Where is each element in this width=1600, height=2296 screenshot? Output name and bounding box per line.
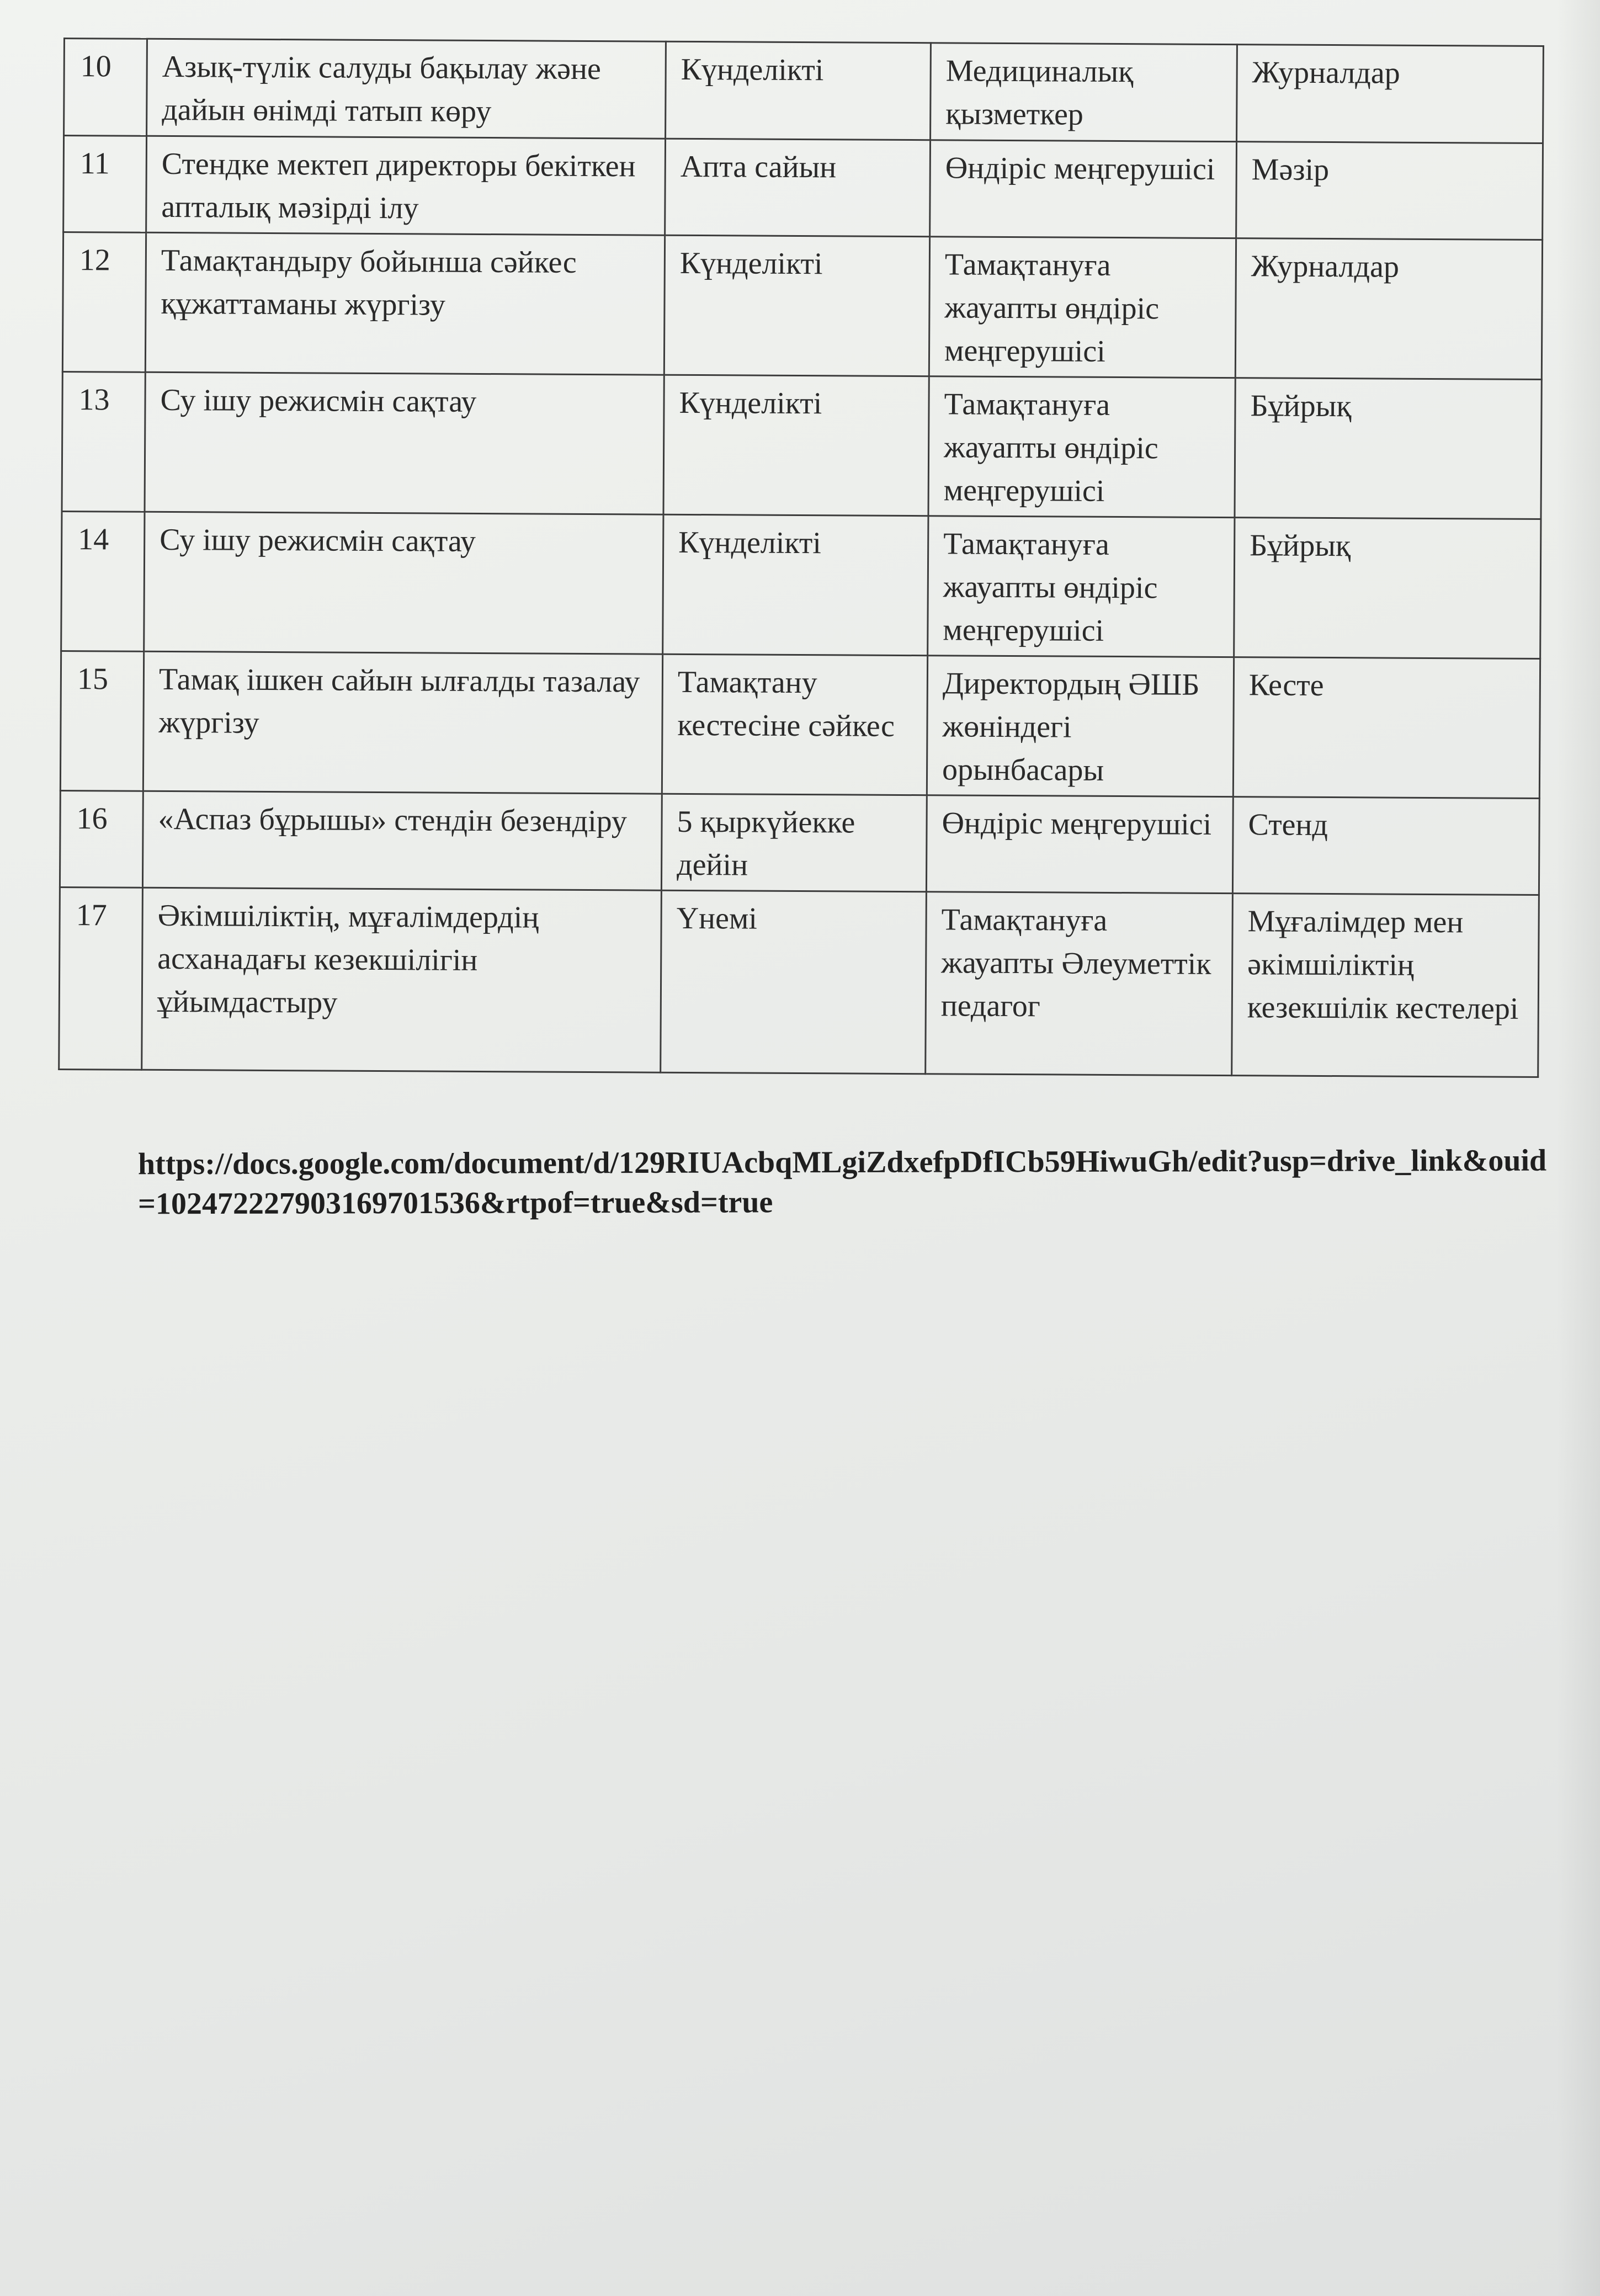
task-cell: Су ішу режисмін сақтау xyxy=(144,512,663,654)
task-cell: Стендке мектеп директоры бекіткен апталық мәзірді ілу xyxy=(146,136,666,235)
row-number: 12 xyxy=(62,232,146,373)
table-row xyxy=(63,136,1543,240)
task-cell: Тамақ ішкен сайын ылғалды тазалау жүргізу xyxy=(143,651,662,794)
task-cell: Әкімшіліктің, мұғалімдердің асханадағы кезекшілігін ұйымдастыру xyxy=(142,887,662,1072)
google-docs-link[interactable]: https://docs.google.com/document/d/129RIUAcbqMLgiZdxefpDfICb59HiwuGh/edit?usp=drive_link&ouid=102472227903169701536&rtpof=true&sd=true xyxy=(137,1143,1547,1221)
table-row xyxy=(61,511,1541,658)
table-row xyxy=(62,232,1542,380)
row-number: 11 xyxy=(63,136,147,233)
period-cell: Күнделікті xyxy=(666,41,931,140)
period-cell: Апта сайын xyxy=(665,139,931,237)
period-cell: 5 қыркүйекке дейін xyxy=(661,794,927,892)
document-cell: Кесте xyxy=(1233,657,1540,799)
document-cell: Мәзір xyxy=(1236,142,1543,240)
responsible-cell: Өндіріс меңгерушісі xyxy=(926,795,1233,894)
page-edge-shadow xyxy=(1556,0,1600,2296)
responsible-cell: Медициналық қызметкер xyxy=(931,43,1237,142)
row-number: 13 xyxy=(62,371,145,512)
table-row xyxy=(59,887,1539,1077)
document-cell: Бұйрық xyxy=(1234,518,1541,659)
schedule-table xyxy=(58,38,1544,1078)
responsible-cell: Директордың ӘШБ жөніндегі орынбасары xyxy=(927,656,1234,797)
responsible-cell: Тамақтануға жауапты өндіріс меңгерушісі xyxy=(929,237,1236,378)
row-number: 14 xyxy=(61,511,145,651)
period-cell: Күнделікті xyxy=(663,514,928,656)
task-cell: Азық-түлік салуды бақылау және дайын өнімді татып көру xyxy=(147,39,666,139)
table-row xyxy=(60,651,1540,798)
period-cell: Күнделікті xyxy=(664,235,929,376)
responsible-cell: Тамақтануға жауапты Әлеуметтік педагог xyxy=(926,892,1233,1076)
document-cell: Журналдар xyxy=(1235,238,1542,380)
row-number: 17 xyxy=(59,887,143,1070)
task-cell: Тамақтандыру бойынша сәйкес құжаттаманы жүргізу xyxy=(145,232,665,375)
period-cell: Тамақтану кестесіне сәйкес xyxy=(662,654,927,795)
document-cell: Бұйрық xyxy=(1235,378,1541,519)
task-cell: «Аспаз бұрышы» стендін безендіру xyxy=(142,791,662,890)
table-row xyxy=(60,790,1539,895)
document-cell: Журналдар xyxy=(1237,45,1544,144)
row-number: 15 xyxy=(60,651,143,791)
table-row xyxy=(64,39,1544,144)
document-cell: Стенд xyxy=(1232,797,1539,895)
period-cell: Күнделікті xyxy=(663,375,929,516)
responsible-cell: Өндіріс меңгерушісі xyxy=(930,140,1237,238)
period-cell: Үнемі xyxy=(661,890,927,1074)
table-row xyxy=(62,371,1541,519)
responsible-cell: Тамақтануға жауапты өндіріс меңгерушісі xyxy=(928,376,1235,518)
task-cell: Су ішу режисмін сақтау xyxy=(145,372,664,514)
responsible-cell: Тамақтануға жауапты өндіріс меңгерушісі xyxy=(928,516,1235,657)
row-number: 16 xyxy=(60,790,143,887)
row-number: 10 xyxy=(64,39,147,136)
document-cell: Мұғалімдер мен әкімшіліктің кезекшілік кестелері xyxy=(1232,894,1539,1077)
